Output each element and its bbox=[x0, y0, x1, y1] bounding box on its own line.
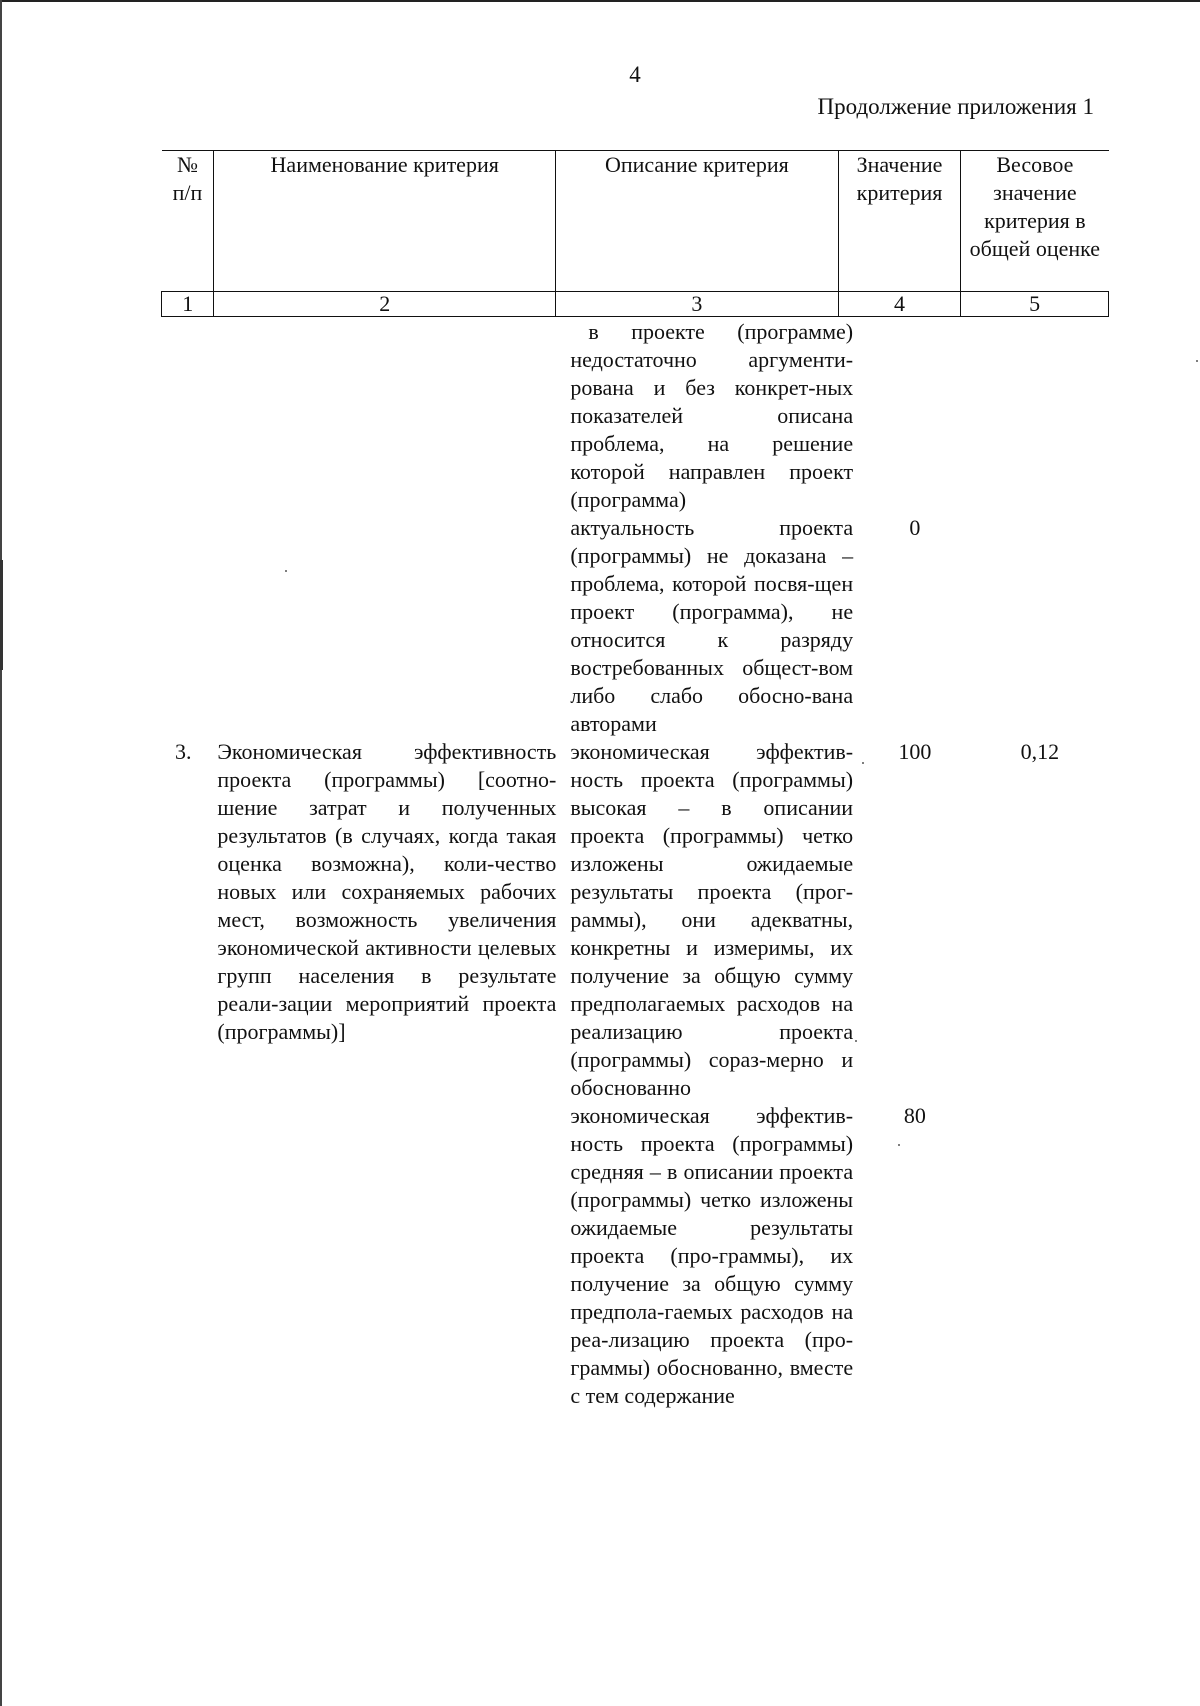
row-weight bbox=[971, 1102, 1109, 1410]
page-number: 4 bbox=[629, 62, 641, 87]
criteria-table-header bbox=[161, 150, 1109, 317]
row-weight bbox=[971, 318, 1109, 514]
criteria-table-body bbox=[161, 318, 1109, 1410]
row-num bbox=[161, 318, 205, 514]
scan-speck bbox=[1196, 360, 1198, 362]
row-num: 3. bbox=[174, 739, 192, 764]
row-weight bbox=[971, 514, 1109, 738]
scan-edge-top bbox=[0, 0, 1200, 2]
header-num: № п/п bbox=[162, 151, 214, 292]
row-num bbox=[161, 1102, 205, 1410]
column-number-row bbox=[162, 292, 1109, 317]
scan-edge-left bbox=[0, 0, 2, 1706]
header-description: Описание критерия bbox=[555, 151, 838, 292]
row-name bbox=[205, 318, 562, 514]
row-value: 0 bbox=[909, 515, 921, 540]
row-name: Экономическая эффективность проекта (программы) [соотно-шение затрат и полученных результатов (в случаях, когда такая оценка возможна), коли-чество новых или сохраняемых рабочих мест, возможность увеличения экономической активности целевых групп населения в результате реали-зации мероприятий проекта (программы)] bbox=[217, 739, 557, 1044]
table-row bbox=[161, 318, 1109, 514]
table-row bbox=[161, 514, 1109, 738]
header-weight: Весовое значение критерия в общей оценке bbox=[961, 151, 1109, 292]
row-name bbox=[205, 514, 562, 738]
continuation-note: Продолжение приложения 1 bbox=[817, 94, 1094, 119]
row-name bbox=[205, 1102, 562, 1410]
row-description: экономическая эффектив-ность проекта (программы) средняя – в описании проекта (программы) четко изложены ожидаемые результаты проекта (про-граммы), их получение за общую сумму предпола-гаемых расходов на реа-лизацию проекта (про-граммы) обоснованно, вместе с тем содержание bbox=[570, 1103, 854, 1408]
row-weight: 0,12 bbox=[1020, 739, 1060, 764]
row-description: актуальность проекта (программы) не доказана – проблема, которой посвя-щен проект (программа), не относится к разряду востребованных общест-вом либо слабо обосно-вана авторами bbox=[570, 515, 854, 736]
scan-speck bbox=[862, 762, 864, 764]
column-number-3: 3 bbox=[555, 292, 838, 317]
row-value: 80 bbox=[903, 1103, 926, 1128]
column-number-1: 1 bbox=[162, 292, 214, 317]
scan-speck bbox=[285, 570, 287, 572]
column-number-5: 5 bbox=[961, 292, 1109, 317]
scan-speck bbox=[855, 1040, 857, 1042]
table-row bbox=[161, 738, 1109, 1102]
header-row bbox=[162, 151, 1109, 292]
row-value: 100 bbox=[898, 739, 932, 764]
row-value bbox=[859, 318, 971, 514]
row-description: экономическая эффектив-ность проекта (программы) высокая – в описании проекта (программы) четко изложены ожидаемые результаты проекта (прог-раммы), они адекватны, конкретны и измеримы, их получение за общую сумму предполагаемых расходов на реализацию проекта (программы) сораз-мерно и обоснованно bbox=[570, 739, 854, 1100]
scan-mark-left bbox=[0, 560, 3, 670]
column-number-2: 2 bbox=[214, 292, 556, 317]
row-description: в проекте (программе) недостаточно аргументи-рована и без конкрет-ных показателей описана проблема, на решение которой направлен проект (программа) bbox=[570, 319, 854, 512]
scan-speck bbox=[898, 1144, 900, 1146]
table-row bbox=[161, 1102, 1109, 1410]
header-name: Наименование критерия bbox=[214, 151, 556, 292]
row-num bbox=[161, 514, 205, 738]
header-value: Значение критерия bbox=[838, 151, 961, 292]
column-number-4: 4 bbox=[838, 292, 961, 317]
